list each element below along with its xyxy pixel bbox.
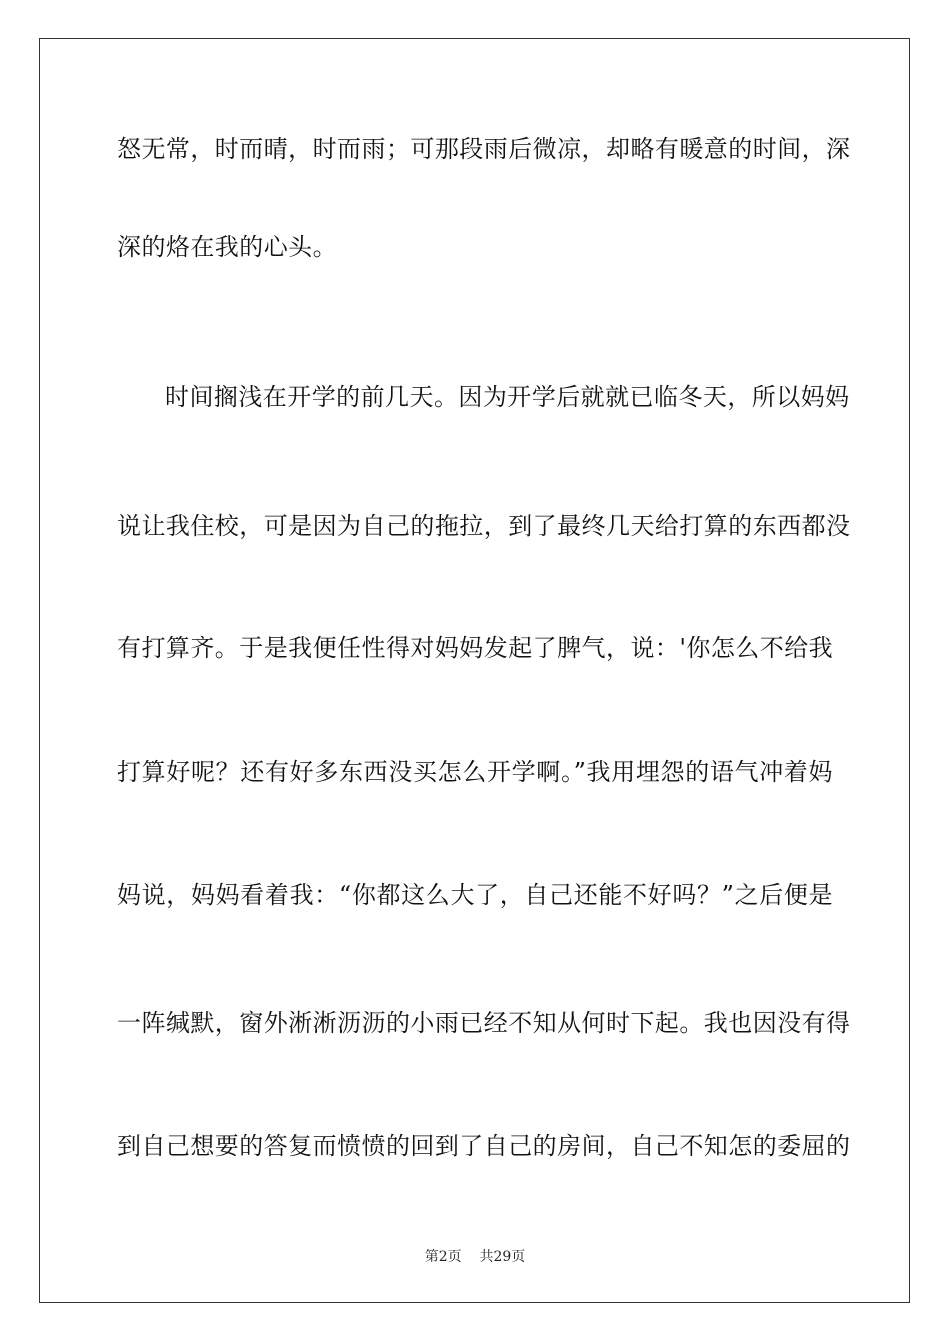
page-number: 第2页 — [424, 1249, 462, 1265]
paragraph-line: 时间搁浅在开学的前几天。因为开学后就就已临冬天，所以妈妈 — [165, 383, 850, 411]
page-total: 共29页 — [479, 1249, 526, 1265]
paragraph-line: 到自己想要的答复而愤愤的回到了自己的房间，自己不知怎的委屈的 — [117, 1132, 851, 1160]
paragraph-line: 一阵缄默，窗外淅淅沥沥的小雨已经不知从何时下起。我也因没有得 — [117, 1009, 851, 1037]
page-border — [39, 38, 910, 1303]
paragraph-line: 有打算齐。于是我便任性得对妈妈发起了脾气，说：'你怎么不给我 — [117, 634, 834, 662]
paragraph-line: 深的烙在我的心头。 — [117, 233, 338, 261]
paragraph-line: 妈说，妈妈看着我：“你都这么大了，自己还能不好吗？”之后便是 — [117, 881, 833, 909]
paragraph-line: 怒无常，时而晴，时而雨；可那段雨后微凉，却略有暖意的时间，深 — [117, 135, 851, 163]
paragraph-line: 打算好呢？还有好多东西没买怎么开学啊。”我用埋怨的语气冲着妈 — [117, 758, 833, 786]
page-footer — [0, 1248, 950, 1266]
paragraph-line: 说让我住校，可是因为自己的拖拉，到了最终几天给打算的东西都没 — [117, 512, 851, 540]
